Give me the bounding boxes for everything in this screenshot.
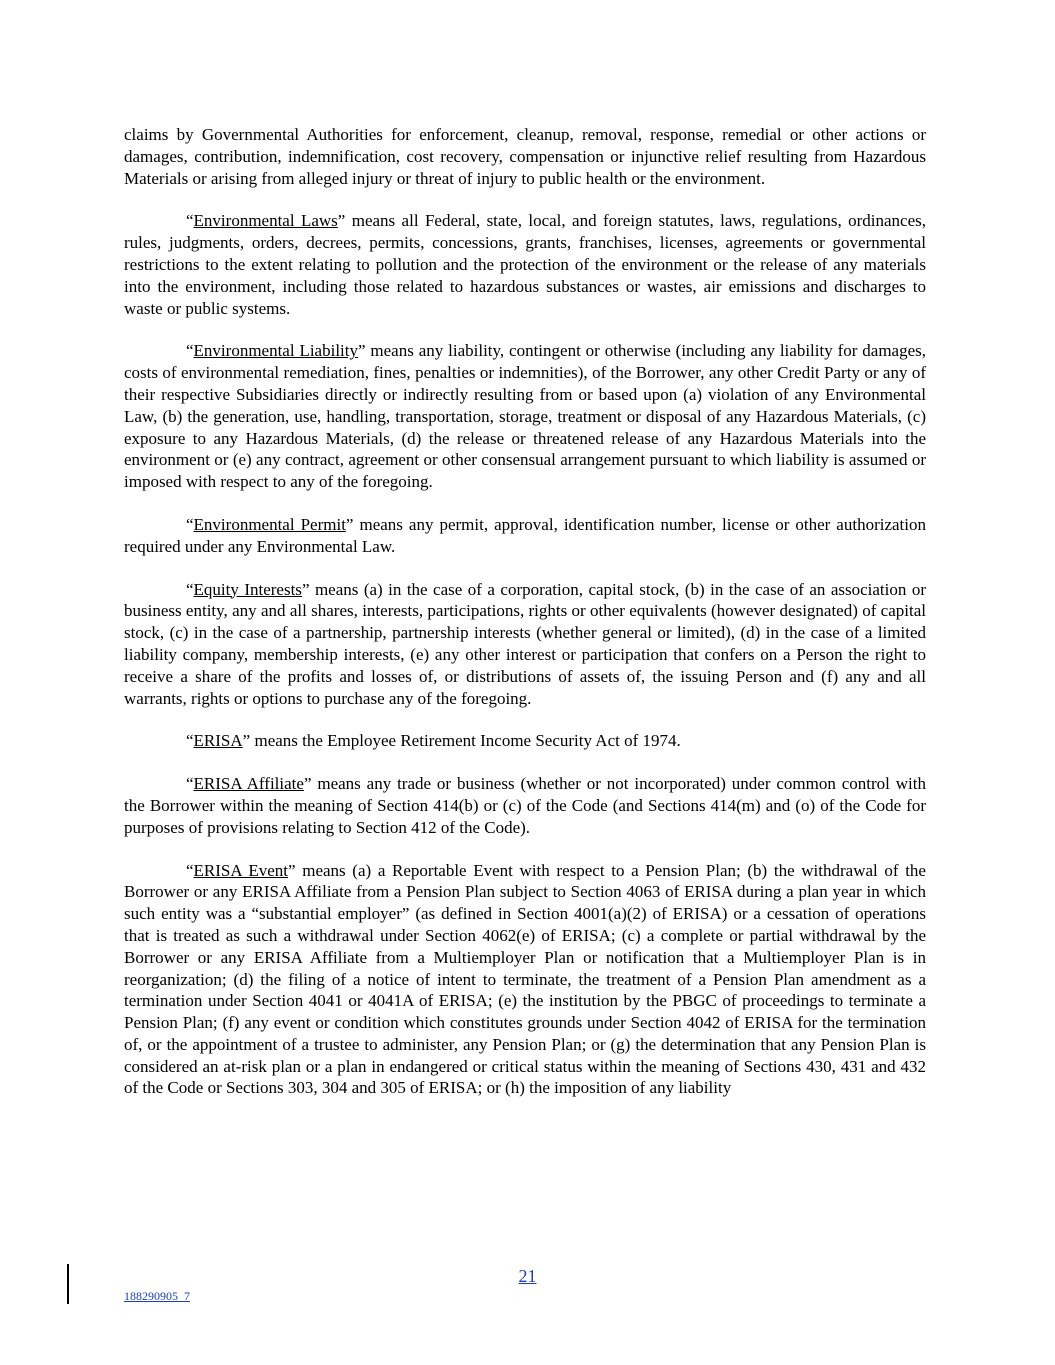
definition-text: ” means any trade or business (whether or not incorporated) under common control with the Borrower within the meaning of Section 414(b) or (c) of the Code (and Sections 414(m) and (o) of the Code for purposes of provisions relating to Section 412 of the Code). bbox=[124, 774, 926, 837]
document-id-link[interactable]: 188290905_7 bbox=[124, 1289, 190, 1303]
paragraph-continuation: claims by Governmental Authorities for enforcement, cleanup, removal, response, remedial or other actions or damages, contribution, indemnification, cost recovery, compensation or injunctive relief resulting from Hazardous Materials or arising from alleged injury or threat of injury to public health or the environment. bbox=[124, 125, 926, 188]
definition-erisa-event bbox=[124, 860, 926, 1100]
definition-text: ” means (a) in the case of a corporation, capital stock, (b) in the case of an association or business entity, any and all shares, interests, participations, rights or other equivalents (however designated) of capital stock, (c) in the case of a partnership, partnership interests (whether general or limited), (d) in the case of a limited liability company, membership interests, (e) any other interest or participation that confers on a Person the right to receive a share of the profits and losses of, or distributions of assets of, the issuing Person and (f) any and all warrants, rights or options to purchase any of the foregoing. bbox=[124, 579, 926, 708]
definition-text: ” means any liability, contingent or otherwise (including any liability for damages, costs of environmental remediation, fines, penalties or indemnities), of the Borrower, any other Credit Party or any of their respective Subsidiaries directly or indirectly resulting from or based upon (a) violation of any Environmental Law, (b) the generation, use, handling, transportation, storage, treatment or disposal of any Hazardous Materials, (c) exposure to any Hazardous Materials, (d) the release or threatened release of any Hazardous Materials into the environment or (e) any contract, agreement or other consensual arrangement pursuant to which liability is assumed or imposed with respect to any of the foregoing. bbox=[124, 341, 926, 492]
definition-environmental-laws bbox=[124, 210, 926, 319]
open-quote: “ bbox=[186, 341, 194, 361]
open-quote: “ bbox=[186, 579, 194, 599]
defined-term: ERISA Affiliate bbox=[193, 774, 304, 794]
definition-environmental-liability bbox=[124, 340, 926, 493]
document-body bbox=[124, 124, 926, 1120]
defined-term: ERISA bbox=[193, 731, 243, 751]
open-quote: “ bbox=[186, 774, 194, 794]
definition-text: ” means the Employee Retirement Income Security Act of 1974. bbox=[242, 731, 681, 751]
defined-term: Environmental Laws bbox=[193, 211, 338, 231]
definition-text: ” means all Federal, state, local, and foreign statutes, laws, regulations, ordinances, rules, judgments, orders, decrees, permits, concessions, grants, franchises, licenses, agreements or governmental restrictions to the extent relating to pollution and the protection of the environment or the release of any materials into the environment, including those related to hazardous substances or wastes, air emissions and discharges to waste or public systems. bbox=[124, 211, 926, 318]
open-quote: “ bbox=[186, 731, 194, 751]
definition-text: ” means any permit, approval, identification number, license or other authorization required under any Environmental Law. bbox=[124, 514, 926, 556]
defined-term: Environmental Permit bbox=[193, 514, 346, 534]
definition-erisa-affiliate bbox=[124, 773, 926, 838]
definition-erisa bbox=[124, 730, 926, 752]
defined-term: Environmental Liability bbox=[193, 341, 358, 361]
open-quote: “ bbox=[186, 514, 194, 534]
definition-environmental-permit bbox=[124, 514, 926, 558]
definition-text: ” means (a) a Reportable Event with respect to a Pension Plan; (b) the withdrawal of the Borrower or any ERISA Affiliate from a Pension Plan subject to Section 4063 of ERISA during a plan year in which such entity was a “substantial employer” (as defined in Section 4001(a)(2) of ERISA) or a cessation of operations that is treated as such a withdrawal under Section 4062(e) of ERISA; (c) a complete or partial withdrawal by the Borrower or any ERISA Affiliate from a Multiemployer Plan or notification that a Multiemployer Plan is in reorganization; (d) the filing of a notice of intent to terminate, the treatment of a Pension Plan amendment as a termination under Section 4041 or 4041A of ERISA; (e) the institution by the PBGC of proceedings to terminate a Pension Plan; (f) any event or condition which constitutes grounds under Section 4042 of ERISA for the termination of, or the appointment of a trustee to administer, any Pension Plan; or (g) the determination that any Pension Plan is considered an at-risk plan or a plan in endangered or critical status within the meaning of Sections 430, 431 and 432 of the Code or Sections 303, 304 and 305 of ERISA; or (h) the imposition of any liability bbox=[124, 860, 926, 1098]
definition-equity-interests bbox=[124, 579, 926, 710]
defined-term: Equity Interests bbox=[193, 579, 302, 599]
page-number-link[interactable]: 21 bbox=[518, 1266, 537, 1286]
open-quote: “ bbox=[186, 211, 194, 231]
defined-term: ERISA Event bbox=[193, 860, 289, 880]
open-quote: “ bbox=[186, 860, 194, 880]
